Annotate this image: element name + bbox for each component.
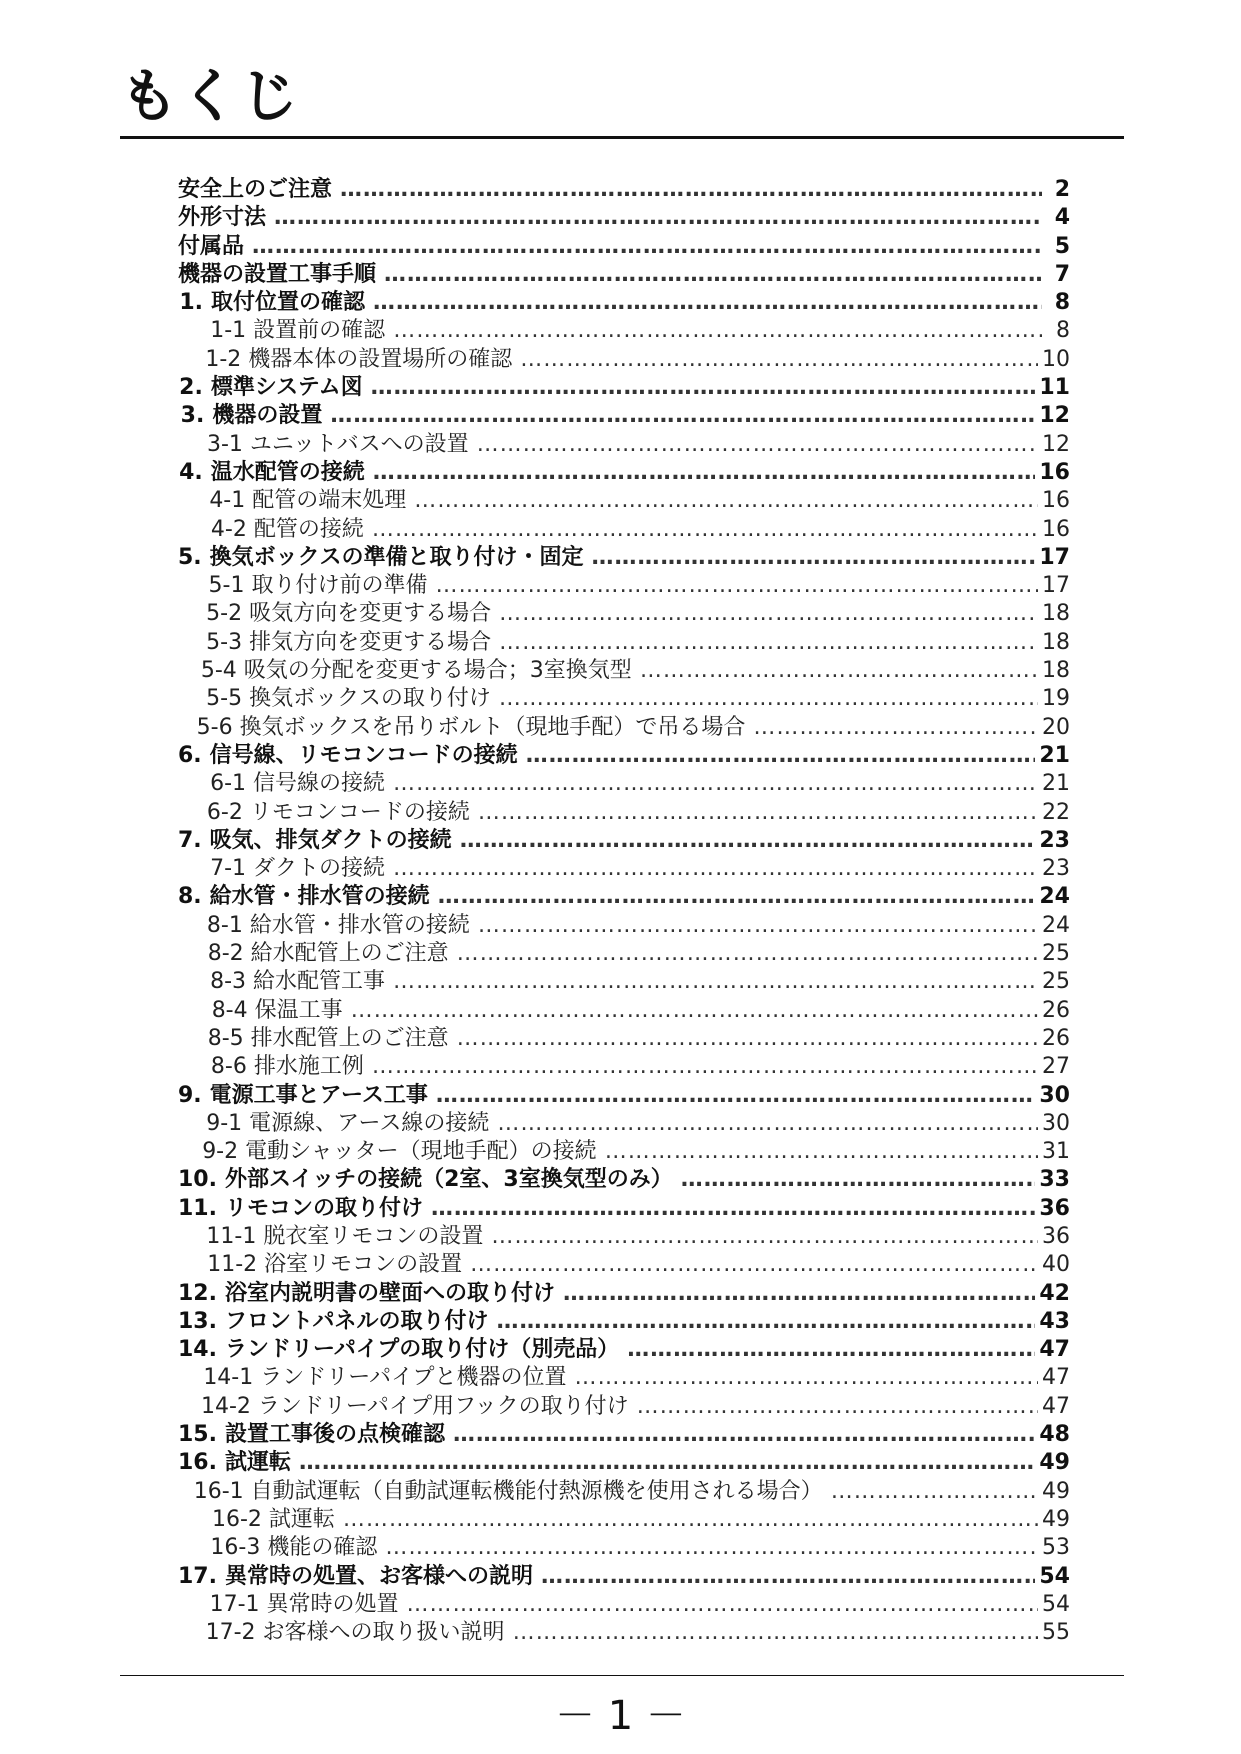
toc-entry-label: 信号線、リモコンコードの接続 xyxy=(209,742,518,768)
toc-entry-label: 11-1 脱衣室リモコンの設置 xyxy=(206,1223,484,1249)
toc-leader-dots xyxy=(627,1336,1035,1364)
toc-entry xyxy=(178,1563,1070,1591)
toc-leader-dots xyxy=(340,176,1042,204)
toc-entry-page: 25 xyxy=(1042,969,1070,995)
toc-entry-page: 17 xyxy=(1042,573,1070,599)
toc-entry-page: 22 xyxy=(1042,799,1070,825)
toc-entry xyxy=(178,742,1070,770)
toc-entry-label: 安全上のご注意 xyxy=(178,177,333,202)
toc-entry-page: 48 xyxy=(1039,1422,1070,1448)
toc-entry-number: 3. xyxy=(180,403,205,429)
toc-leader-dots xyxy=(393,855,1038,883)
toc-leader-dots xyxy=(681,1166,1036,1194)
toc-entry-label: 16-2 試運転 xyxy=(211,1506,335,1532)
toc-entry-label: 14-1 ランドリーパイプと機器の位置 xyxy=(203,1365,567,1391)
toc-entry-page: 49 xyxy=(1042,1506,1070,1532)
toc-entry xyxy=(178,544,1070,572)
toc-entry-label: 8-3 給水配管工事 xyxy=(210,969,386,995)
toc-entry-page: 54 xyxy=(1042,1591,1070,1617)
toc-entry-page: 18 xyxy=(1042,658,1070,684)
toc-entry xyxy=(178,1223,1070,1251)
toc-entry-label: 浴室内説明書の壁面への取り付け xyxy=(224,1280,555,1306)
toc-entry-page: 18 xyxy=(1042,601,1070,627)
toc-entry-number: 14. xyxy=(178,1337,217,1363)
toc-entry-page: 42 xyxy=(1039,1280,1070,1306)
toc-entry-number: 11. xyxy=(178,1195,217,1221)
toc-entry xyxy=(178,233,1070,261)
toc-entry-number: 13. xyxy=(178,1308,217,1334)
toc-entry-label: リモコンの取り付け xyxy=(224,1195,423,1221)
toc-entry xyxy=(178,657,1070,685)
toc-entry xyxy=(178,1619,1070,1647)
toc-leader-dots xyxy=(453,1421,1035,1449)
toc-entry-page: 5 xyxy=(1054,233,1070,259)
toc-entry-page: 27 xyxy=(1042,1054,1070,1080)
toc-entry-label: 外形寸法 xyxy=(178,205,267,231)
toc-entry-label: 5-3 排気方向を変更する場合 xyxy=(206,629,492,655)
toc-leader-dots xyxy=(373,459,1036,487)
toc-entry-page: 47 xyxy=(1039,1337,1070,1363)
toc-leader-dots xyxy=(330,402,1035,430)
toc-entry-number: 15. xyxy=(178,1422,217,1448)
toc-entry-label: 8-2 給水配管上のご注意 xyxy=(207,941,449,967)
toc-entry-number: 10. xyxy=(178,1167,217,1193)
toc-leader-dots xyxy=(591,544,1035,572)
toc-entry-label: 1-1 設置前の確認 xyxy=(210,318,386,344)
toc-leader-dots xyxy=(470,1251,1038,1279)
toc-entry xyxy=(178,912,1070,940)
toc-entry-label: 5-5 換気ボックスの取り付け xyxy=(206,686,491,712)
toc-leader-dots xyxy=(513,1619,1038,1647)
toc-entry xyxy=(178,1591,1070,1619)
toc-entry-page: 30 xyxy=(1039,1082,1070,1108)
toc-entry-label: ランドリーパイプの取り付け（別売品） xyxy=(224,1337,620,1363)
toc-entry-page: 11 xyxy=(1039,375,1070,401)
toc-leader-dots xyxy=(497,1110,1038,1138)
toc-entry xyxy=(178,1138,1070,1166)
toc-entry xyxy=(178,346,1070,374)
toc-entry-label: 8-5 排水配管上のご注意 xyxy=(207,1025,449,1051)
toc-leader-dots xyxy=(384,261,1042,289)
toc-entry-label: 1-2 機器本体の設置場所の確認 xyxy=(205,346,513,372)
toc-entry-label: 6-1 信号線の接続 xyxy=(210,771,386,797)
toc-entry xyxy=(178,1195,1070,1223)
toc-entry-number: 17. xyxy=(178,1563,217,1589)
toc-leader-dots xyxy=(351,997,1038,1025)
toc-entry-number: 8. xyxy=(178,884,202,910)
toc-entry-label: 電源工事とアース工事 xyxy=(209,1082,428,1108)
toc-leader-dots xyxy=(373,289,1042,317)
toc-entry-page: 16 xyxy=(1039,459,1070,485)
toc-entry-label: 6-2 リモコンコードの接続 xyxy=(206,799,470,825)
toc-entry xyxy=(178,1336,1070,1364)
toc-entry xyxy=(178,374,1070,402)
toc-entry-page: 8 xyxy=(1056,318,1070,344)
toc-entry-page: 43 xyxy=(1039,1308,1070,1334)
toc-entry-label: 17-2 お客様への取り扱い説明 xyxy=(205,1620,505,1646)
toc-leader-dots xyxy=(393,968,1038,996)
toc-entry-label: 外部スイッチの接続（2室、3室換気型のみ） xyxy=(224,1167,673,1193)
toc-entry-label: 9-1 電源線、アース線の接続 xyxy=(206,1110,490,1136)
toc-leader-dots xyxy=(541,1563,1035,1591)
toc-entry-page: 54 xyxy=(1039,1563,1070,1589)
toc-entry-page: 26 xyxy=(1042,1025,1070,1051)
toc-entry-number: 2. xyxy=(179,375,203,401)
toc-entry-page: 16 xyxy=(1042,516,1070,542)
toc-leader-dots xyxy=(491,1223,1038,1251)
toc-leader-dots xyxy=(414,487,1038,515)
footer-divider xyxy=(120,1675,1124,1676)
toc-entry xyxy=(178,1053,1070,1081)
toc-entry xyxy=(178,1534,1070,1562)
toc-entry-label: 4-1 配管の端末処理 xyxy=(209,488,407,514)
toc-entry-label: フロントパネルの取り付け xyxy=(224,1308,489,1334)
toc-entry-number: 16. xyxy=(178,1450,217,1476)
toc-entry-page: 21 xyxy=(1042,771,1070,797)
toc-entry xyxy=(178,516,1070,544)
toc-leader-dots xyxy=(831,1478,1038,1506)
toc-leader-dots xyxy=(407,1591,1038,1619)
toc-entry-label: 機器の設置 xyxy=(212,403,323,429)
toc-entry xyxy=(178,1280,1070,1308)
toc-entry-page: 24 xyxy=(1042,912,1070,938)
toc-entry xyxy=(178,799,1070,827)
toc-entry-label: 11-2 浴室リモコンの設置 xyxy=(207,1252,463,1278)
toc-leader-dots xyxy=(435,572,1038,600)
toc-entry xyxy=(178,289,1070,317)
page-title: もくじ xyxy=(120,62,301,130)
toc-entry xyxy=(178,1478,1070,1506)
toc-entry-label: 標準システム図 xyxy=(210,375,363,401)
toc-entry xyxy=(178,600,1070,628)
toc-entry xyxy=(178,940,1070,968)
toc-entry-page: 2 xyxy=(1054,177,1070,202)
toc-entry-page: 16 xyxy=(1042,488,1070,514)
toc-leader-dots xyxy=(371,374,1036,402)
toc-leader-dots xyxy=(343,1506,1038,1534)
toc-entry-page: 25 xyxy=(1042,941,1070,967)
toc-leader-dots xyxy=(640,657,1038,685)
toc-leader-dots xyxy=(252,233,1042,261)
toc-entry-page: 19 xyxy=(1042,686,1070,712)
toc-entry-page: 33 xyxy=(1039,1167,1070,1193)
toc-leader-dots xyxy=(438,883,1036,911)
toc-entry-label: 4-2 配管の接続 xyxy=(210,516,364,542)
toc-leader-dots xyxy=(526,742,1036,770)
toc-leader-dots xyxy=(499,600,1038,628)
toc-entry-page: 24 xyxy=(1039,884,1070,910)
toc-entry xyxy=(178,714,1070,742)
toc-entry-page: 55 xyxy=(1042,1620,1070,1646)
toc-leader-dots xyxy=(385,1534,1038,1562)
toc-entry xyxy=(178,770,1070,798)
toc-entry-label: 9-2 電動シャッター（現地手配）の接続 xyxy=(202,1139,597,1165)
toc-entry-label: 16-1 自動試運転（自動試運転機能付熱源機を使用される場合） xyxy=(193,1478,823,1504)
toc-entry-page: 30 xyxy=(1042,1110,1070,1136)
toc-entry xyxy=(178,629,1070,657)
toc-entry-label: 5-4 吸気の分配を変更する場合；3室換気型 xyxy=(200,658,632,684)
toc-entry-number: 12. xyxy=(178,1280,217,1306)
toc-leader-dots xyxy=(574,1364,1038,1392)
toc-entry-number: 4. xyxy=(179,459,203,485)
toc-leader-dots xyxy=(753,714,1038,742)
toc-entry-page: 49 xyxy=(1042,1478,1070,1504)
toc-entry xyxy=(178,1449,1070,1477)
toc-leader-dots xyxy=(393,317,1042,345)
toc-leader-dots xyxy=(563,1280,1035,1308)
page-number: － 1 － xyxy=(555,1693,686,1739)
toc-entry-page: 36 xyxy=(1039,1195,1070,1221)
toc-entry xyxy=(178,1364,1070,1392)
toc-entry xyxy=(178,176,1070,204)
toc-leader-dots xyxy=(477,431,1038,459)
toc-leader-dots xyxy=(299,1449,1035,1477)
toc-leader-dots xyxy=(478,912,1038,940)
toc-entry-number: 7. xyxy=(178,827,202,853)
toc-leader-dots xyxy=(605,1138,1038,1166)
toc-entry xyxy=(178,997,1070,1025)
toc-entry xyxy=(178,402,1070,430)
toc-entry-page: 49 xyxy=(1039,1450,1070,1476)
toc-entry-page: 36 xyxy=(1042,1223,1070,1249)
toc-entry-label: 温水配管の接続 xyxy=(210,459,365,485)
toc-leader-dots xyxy=(431,1195,1035,1223)
toc-leader-dots xyxy=(372,1053,1038,1081)
toc-entry-label: 付属品 xyxy=(178,233,245,259)
toc-entry-page: 18 xyxy=(1042,629,1070,655)
toc-entry-label: 取付位置の確認 xyxy=(211,290,366,316)
toc-entry-number: 1. xyxy=(179,290,203,316)
toc-entry xyxy=(178,1110,1070,1138)
toc-entry xyxy=(178,572,1070,600)
toc-leader-dots xyxy=(460,827,1036,855)
toc-leader-dots xyxy=(478,799,1038,827)
toc-entry-page: 40 xyxy=(1042,1252,1070,1278)
toc-leader-dots xyxy=(637,1393,1038,1421)
toc-entry-number: 9. xyxy=(178,1082,202,1108)
toc-entry xyxy=(178,1393,1070,1421)
toc-entry xyxy=(178,1308,1070,1336)
toc-entry-label: 設置工事後の点検確認 xyxy=(224,1422,445,1448)
toc-entry-number: 5. xyxy=(178,544,202,570)
toc-entry-page: 47 xyxy=(1042,1393,1070,1419)
toc-entry xyxy=(178,1421,1070,1449)
toc-entry-label: 5-2 吸気方向を変更する場合 xyxy=(206,601,492,627)
toc-entry xyxy=(178,827,1070,855)
toc-entry xyxy=(178,1251,1070,1279)
toc-entry-page: 23 xyxy=(1042,856,1070,882)
toc-entry-label: 17-1 異常時の処置 xyxy=(209,1591,399,1617)
toc-leader-dots xyxy=(372,516,1038,544)
toc-leader-dots xyxy=(393,770,1038,798)
toc-entry xyxy=(178,1506,1070,1534)
toc-entry-number: 6. xyxy=(178,742,202,768)
toc-entry-label: 8-1 給水管・排水管の接続 xyxy=(206,912,470,938)
toc-entry xyxy=(178,204,1070,232)
toc-entry-page: 12 xyxy=(1042,431,1070,457)
toc-leader-dots xyxy=(457,1025,1038,1053)
toc-entry xyxy=(178,968,1070,996)
toc-leader-dots xyxy=(520,346,1038,374)
toc-entry xyxy=(178,459,1070,487)
toc-entry-label: 8-4 保温工事 xyxy=(211,997,343,1023)
toc-entry xyxy=(178,431,1070,459)
toc-entry-page: 53 xyxy=(1042,1535,1070,1561)
toc-entry-label: 給水管・排水管の接続 xyxy=(209,884,430,910)
toc-leader-dots xyxy=(274,204,1042,232)
table-of-contents xyxy=(178,176,1070,1647)
toc-entry-page: 26 xyxy=(1042,997,1070,1023)
toc-entry xyxy=(178,685,1070,713)
toc-entry-label: 機器の設置工事手順 xyxy=(178,261,377,287)
toc-entry-label: 14-2 ランドリーパイプ用フックの取り付け xyxy=(201,1393,629,1419)
toc-leader-dots xyxy=(497,1308,1036,1336)
toc-entry-page: 8 xyxy=(1054,290,1070,316)
toc-leader-dots xyxy=(499,629,1038,657)
toc-leader-dots xyxy=(457,940,1038,968)
toc-entry-label: 5-1 取り付け前の準備 xyxy=(208,573,428,599)
toc-entry-label: 8-6 排水施工例 xyxy=(210,1054,364,1080)
toc-entry-page: 17 xyxy=(1039,544,1070,570)
toc-entry xyxy=(178,1166,1070,1194)
toc-entry-page: 12 xyxy=(1039,403,1070,429)
toc-entry-page: 10 xyxy=(1042,346,1070,372)
toc-leader-dots xyxy=(499,685,1038,713)
toc-entry xyxy=(178,1082,1070,1110)
toc-entry-label: 換気ボックスの準備と取り付け・固定 xyxy=(209,544,584,570)
toc-entry-label: 16-3 機能の確認 xyxy=(210,1535,378,1561)
toc-entry xyxy=(178,317,1070,345)
toc-entry-label: 3-1 ユニットバスへの設置 xyxy=(206,431,469,457)
toc-entry-label: 試運転 xyxy=(224,1450,291,1476)
toc-entry-label: 異常時の処置、お客様への説明 xyxy=(224,1563,533,1589)
toc-entry-label: 5-6 換気ボックスを吊りボルト（現地手配）で吊る場合 xyxy=(196,714,746,740)
toc-entry-label: 吸気、排気ダクトの接続 xyxy=(209,827,452,853)
toc-entry-page: 23 xyxy=(1039,827,1070,853)
toc-entry-page: 7 xyxy=(1054,261,1070,287)
toc-entry-page: 20 xyxy=(1042,714,1070,740)
title-divider xyxy=(120,136,1124,139)
toc-leader-dots xyxy=(436,1082,1035,1110)
toc-entry xyxy=(178,855,1070,883)
toc-entry xyxy=(178,1025,1070,1053)
toc-entry xyxy=(178,261,1070,289)
toc-entry xyxy=(178,487,1070,515)
toc-entry-page: 21 xyxy=(1039,742,1070,768)
toc-entry-label: 7-1 ダクトの接続 xyxy=(210,856,386,882)
toc-entry-page: 47 xyxy=(1042,1365,1070,1391)
toc-entry-page: 31 xyxy=(1042,1139,1070,1165)
toc-entry xyxy=(178,883,1070,911)
toc-entry-page: 4 xyxy=(1054,205,1070,231)
